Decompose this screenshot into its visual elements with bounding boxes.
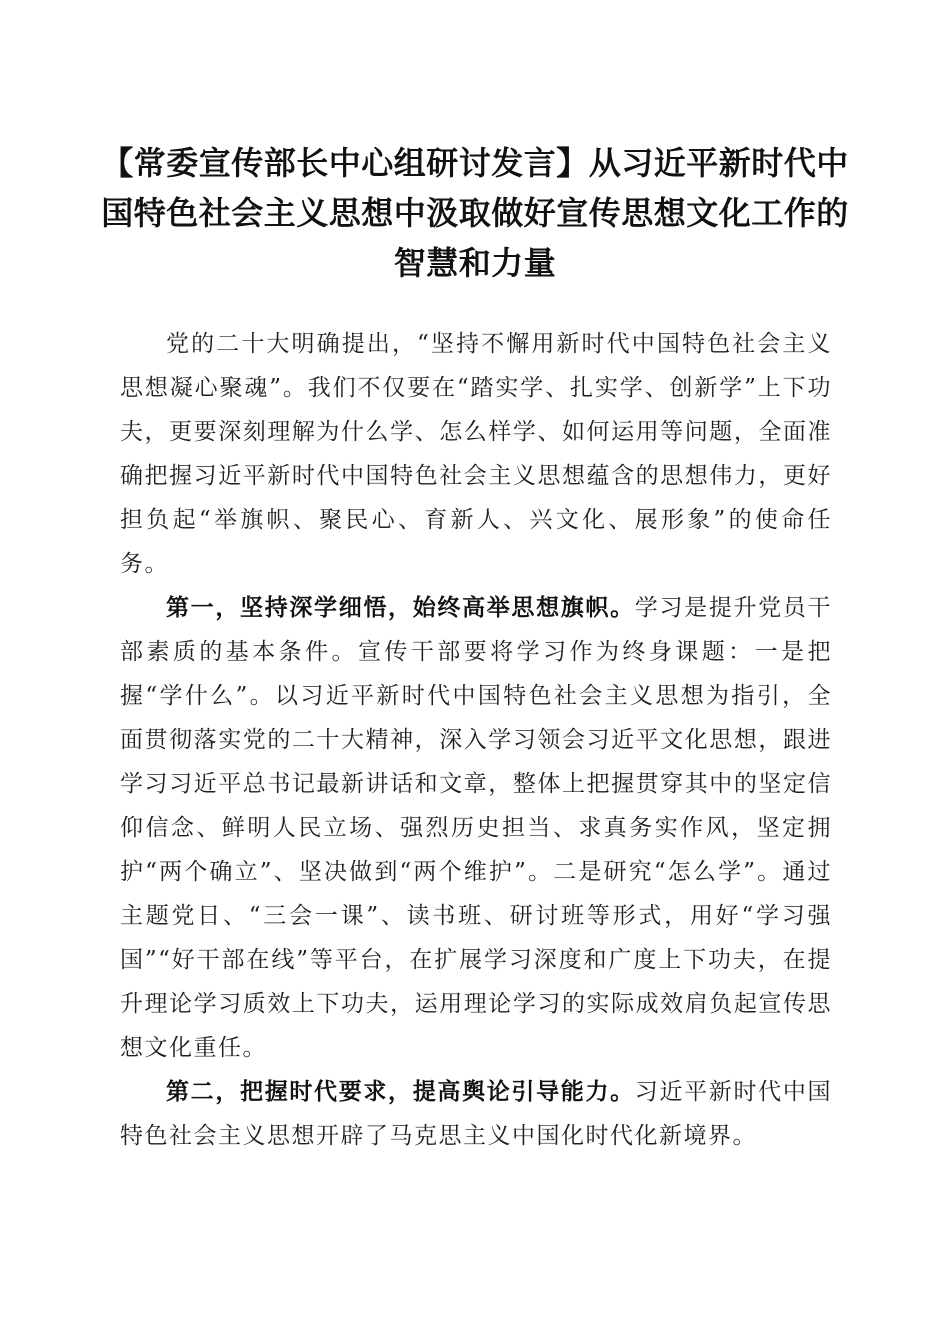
paragraph-intro (120, 322, 832, 586)
document-body (120, 322, 832, 1158)
paragraph-text: 学习是提升党员干部素质的基本条件。宣传干部要将学习作为终身课题：一是把握“学什么”。以习近平新时代中国特色社会主义思想为指引，全面贯彻落实党的二十大精神，深入学习领会习近平文化思想，跟进学习习近平总书记最新讲话和文章，整体上把握贯穿其中的坚定信仰信念、鲜明人民立场、强烈历史担当、求真务实作风，坚定拥护“两个确立”、坚决做到“两个维护”。二是研究“怎么学”。通过主题党日、“三会一课”、读书班、研讨班等形式，用好“学习强国”“好干部在线”等平台，在扩展学习深度和广度上下功夫，在提升理论学习质效上下功夫，运用理论学习的实际成效肩负起宣传思想文化重任。 (120, 595, 833, 1061)
paragraph-lead: 第一，坚持深学细悟，始终高举思想旗帜。 (166, 594, 635, 621)
paragraph-text: 习近平新时代中国特色社会主义思想开辟了马克思主义中国化时代化新境界。 (120, 1079, 833, 1149)
paragraph-first (120, 586, 832, 1070)
paragraph-second (120, 1070, 832, 1158)
paragraph-lead: 第二，把握时代要求，提高舆论引导能力。 (166, 1078, 635, 1105)
paragraph-text: 党的二十大明确提出，“坚持不懈用新时代中国特色社会主义思想凝心聚魂”。我们不仅要在“踏实学、扎实学、创新学”上下功夫，更要深刻理解为什么学、怎么样学、如何运用等问题，全面准确把握习近平新时代中国特色社会主义思想蕴含的思想伟力，更好担负起“举旗帜、聚民心、育新人、兴文化、展形象”的使命任务。 (120, 331, 832, 577)
document-title: 【常委宣传部长中心组研讨发言】从习近平新时代中国特色社会主义思想中汲取做好宣传思想文化工作的智慧和力量 (101, 144, 849, 282)
